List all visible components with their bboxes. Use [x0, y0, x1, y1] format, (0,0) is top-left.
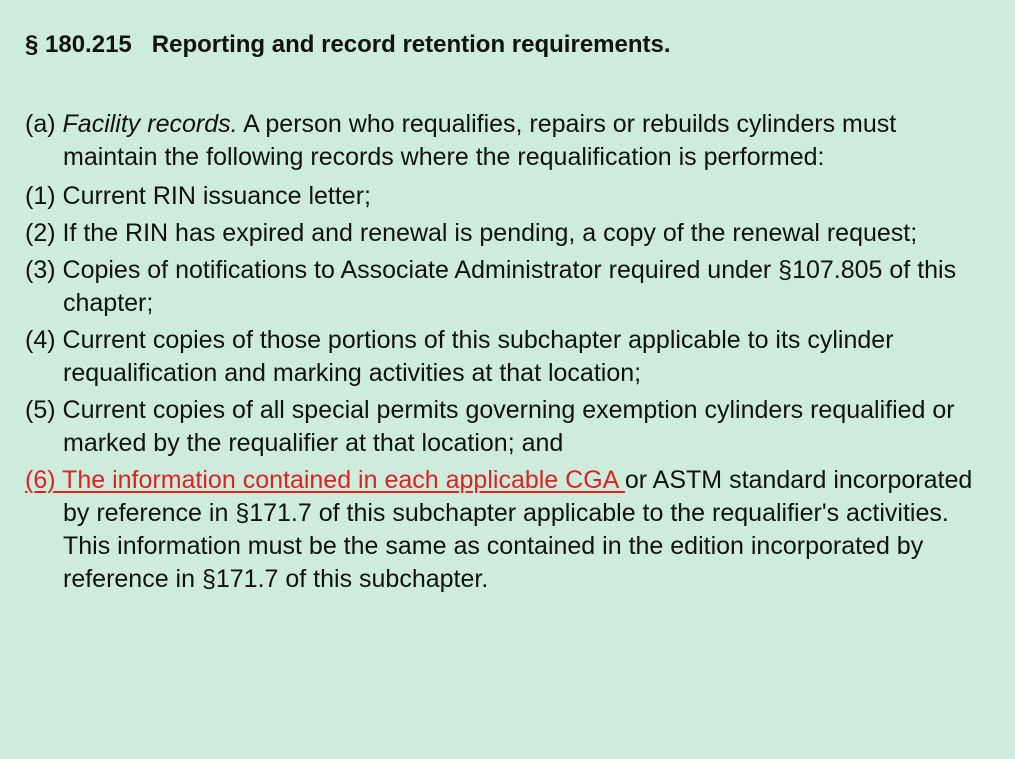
paragraph-text: A person who requalifies, repairs or rebuilds cylinders must maintain the following records where the requalification is performed: [63, 110, 897, 171]
paragraph-label: (a) [25, 110, 56, 138]
paragraph-2 [25, 217, 995, 250]
paragraph-label: (5) [25, 396, 56, 424]
section-heading: § 180.215 Reporting and record retention requirements. [25, 31, 671, 58]
paragraph-label: (1) [25, 182, 56, 210]
paragraph-1 [25, 180, 995, 213]
highlighted-link-text[interactable]: (6) The information contained in each applicable CGA [25, 466, 625, 494]
paragraph-6 [25, 464, 995, 596]
paragraph-5 [25, 394, 995, 460]
paragraph-label: (3) [25, 256, 56, 284]
paragraph-a [25, 108, 995, 174]
paragraph-text: Current copies of those portions of this subchapter applicable to its cylinder requalification and marking activities at that location; [62, 326, 894, 387]
paragraph-text: Copies of notifications to Associate Administrator required under §107.805 of this chapter; [62, 256, 957, 317]
paragraph-label: (4) [25, 326, 56, 354]
paragraph-text: or ASTM standard incorporated by reference in §171.7 of this subchapter applicable to the requalifier's activities. This information must be the same as contained in the edition incorporated by reference in §171.7 of this subchapter. [63, 466, 973, 593]
paragraph-text: Current copies of all special permits governing exemption cylinders requalified or marked by the requalifier at that location; and [62, 396, 955, 457]
paragraph-3 [25, 254, 995, 320]
paragraph-text: Current RIN issuance letter; [62, 182, 371, 210]
paragraph-text: If the RIN has expired and renewal is pending, a copy of the renewal request; [62, 219, 918, 247]
paragraph-caption: Facility records. [62, 110, 238, 138]
paragraph-label: (2) [25, 219, 56, 247]
paragraph-4 [25, 324, 995, 390]
